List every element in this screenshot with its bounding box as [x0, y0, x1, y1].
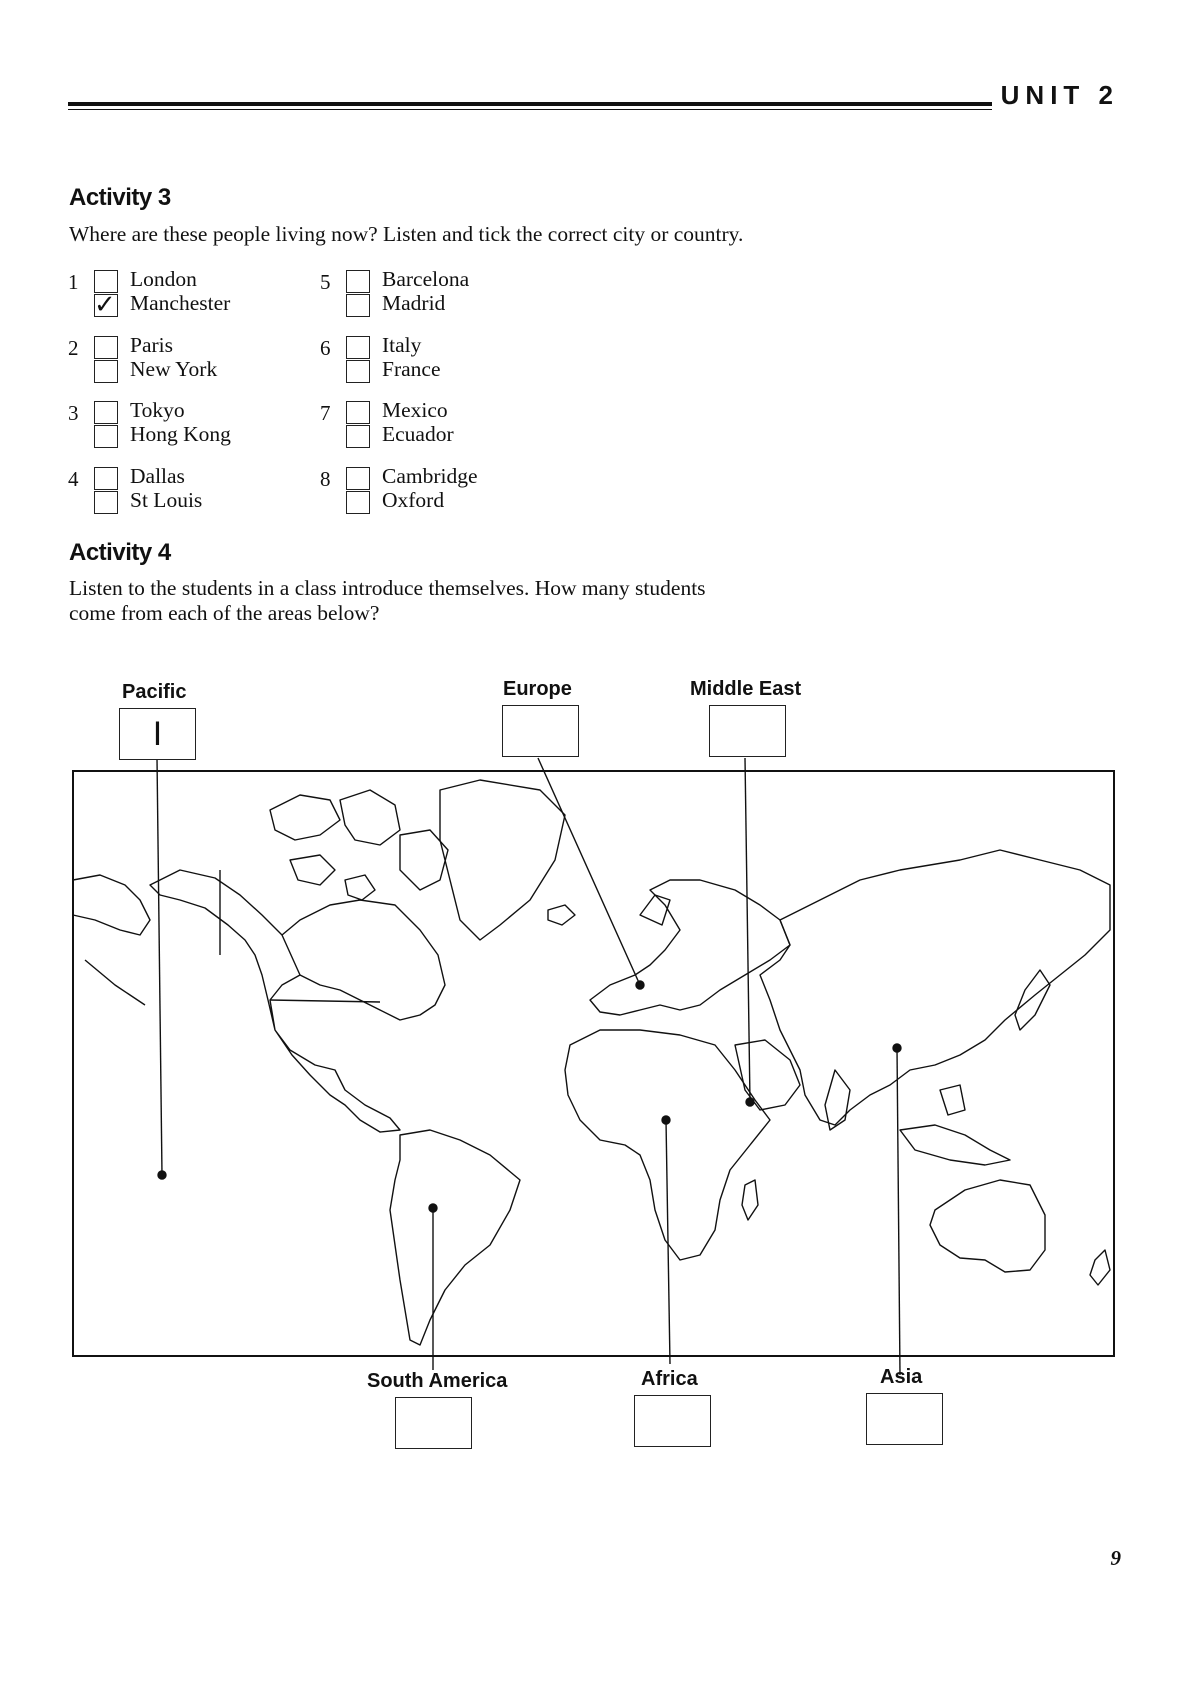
option-label: Oxford: [382, 488, 445, 512]
item-number: 3: [68, 401, 79, 425]
map-frame: [73, 771, 1114, 1356]
answer-box-europe[interactable]: [502, 705, 579, 757]
unit-heading: UNIT 2: [1000, 80, 1119, 110]
region-label-pacific: Pacific: [122, 681, 187, 703]
continent-outlines: [73, 780, 1110, 1345]
answer-box-pacific[interactable]: I: [119, 708, 196, 760]
item-number: 8: [320, 467, 331, 491]
option-label: Paris: [130, 333, 173, 357]
region-label-middle-east: Middle East: [690, 678, 802, 700]
option-label: Ecuador: [382, 422, 454, 446]
item-number: 5: [320, 270, 331, 294]
option-label: Tokyo: [130, 398, 185, 422]
tick-mark: ✓: [94, 290, 116, 320]
answer-box-asia[interactable]: [866, 1393, 943, 1445]
item-number: 1: [68, 270, 79, 294]
item-number: 7: [320, 401, 331, 425]
activity3-title: Activity 3: [69, 184, 171, 211]
activity4-instruction-line1: Listen to the students in a class introduce themselves. How many students: [69, 576, 706, 600]
pointer-lines: [157, 758, 901, 1375]
option-label: Mexico: [382, 398, 448, 422]
answer-box-middle-east[interactable]: [709, 705, 786, 757]
item-number: 4: [68, 467, 79, 491]
option-label: St Louis: [130, 488, 203, 512]
region-label-africa: Africa: [641, 1368, 698, 1390]
option-label: Madrid: [382, 291, 446, 315]
activity4-title: Activity 4: [69, 539, 171, 566]
option-label: New York: [130, 357, 218, 381]
option-label: Manchester: [130, 291, 231, 315]
activity3-instruction: Where are these people living now? Listen and tick the correct city or country.: [69, 222, 744, 246]
option-label: Cambridge: [382, 464, 478, 488]
option-label: Hong Kong: [130, 422, 231, 446]
answer-box-south-america[interactable]: [395, 1397, 472, 1449]
item-number: 6: [320, 336, 331, 360]
item-number: 2: [68, 336, 79, 360]
option-label: Dallas: [130, 464, 185, 488]
region-label-south-america: South America: [367, 1370, 508, 1392]
region-label-europe: Europe: [503, 678, 572, 700]
option-label: France: [382, 357, 441, 381]
answer-box-africa[interactable]: [634, 1395, 711, 1447]
region-label-asia: Asia: [880, 1366, 923, 1388]
page-number: 9: [1110, 1546, 1121, 1570]
option-label: London: [130, 267, 197, 291]
activity4-instruction-line2: come from each of the areas below?: [69, 601, 380, 625]
option-label: Barcelona: [382, 267, 470, 291]
option-label: Italy: [382, 333, 422, 357]
